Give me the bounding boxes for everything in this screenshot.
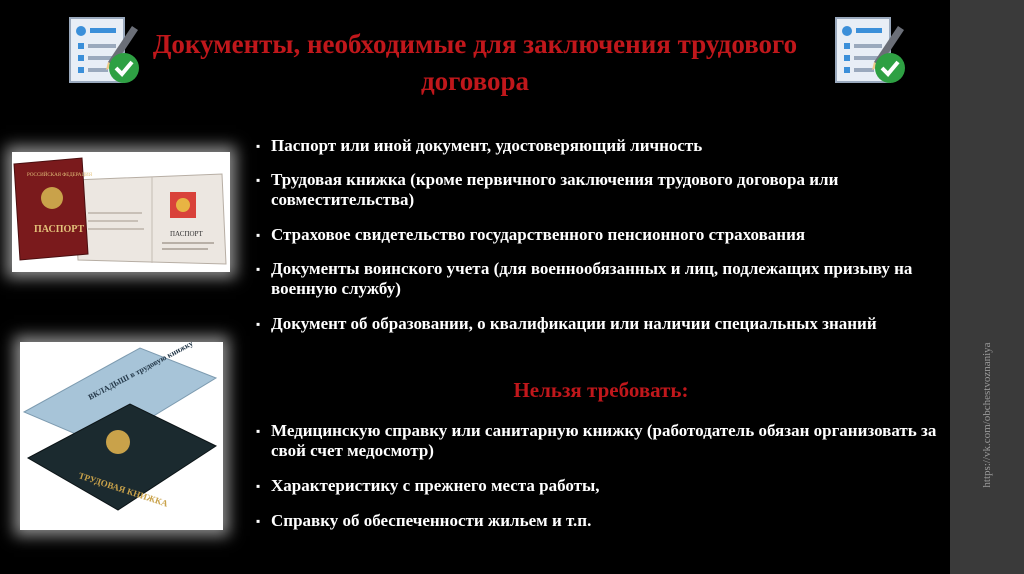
document-checklist-icon xyxy=(834,16,908,86)
forbidden-documents-list xyxy=(256,421,946,531)
list-item: ▪ Документы воинского учета (для военнообязанных и лиц, подлежащих призыву на военную службу) xyxy=(256,259,913,298)
coat-of-arms-icon xyxy=(106,430,130,454)
bullet-square-icon: ▪ xyxy=(256,139,261,153)
list-item: ▪ Документ об образовании, о квалификации или наличии специальных знаний xyxy=(256,314,877,333)
list-item: ▪ Медицинскую справку или санитарную книжку (работодатель обязан организовать за свой счет медосмотр) xyxy=(256,421,937,460)
sidebar xyxy=(950,0,1024,574)
source-link[interactable]: https://vk.com/obchestvoznaniya xyxy=(981,342,993,488)
list-item: ▪ Справку об обеспеченности жильем и т.п. xyxy=(256,511,592,530)
list-item: ▪ Страховое свидетельство государственного пенсионного страхования xyxy=(256,225,806,244)
svg-text:РОССИЙСКАЯ ФЕДЕРАЦИЯ: РОССИЙСКАЯ ФЕДЕРАЦИЯ xyxy=(27,173,93,178)
workbook-image xyxy=(20,342,223,530)
coat-of-arms-icon xyxy=(41,187,63,209)
list-item: ▪ Паспорт или иной документ, удостоверяющий личность xyxy=(256,136,703,155)
bullet-square-icon: ▪ xyxy=(256,173,261,187)
bullet-square-icon: ▪ xyxy=(256,514,261,528)
required-documents-list xyxy=(256,136,946,334)
svg-text:ПАСПОРТ: ПАСПОРТ xyxy=(170,230,203,238)
passport-image xyxy=(12,152,230,272)
list-item: ▪ Трудовая книжка (кроме первичного заключения трудового договора или совместительства) xyxy=(256,170,839,209)
check-badge-icon xyxy=(109,53,139,83)
forbidden-heading: Нельзя требовать: xyxy=(513,378,689,402)
page-title: Документы, необходимые для заключения трудового договора xyxy=(152,29,798,96)
check-badge-icon xyxy=(875,53,905,83)
bullet-square-icon: ▪ xyxy=(256,479,261,493)
bullet-square-icon: ▪ xyxy=(256,424,261,438)
bullet-square-icon: ▪ xyxy=(256,228,261,242)
document-checklist-icon xyxy=(68,16,142,86)
list-item: ▪ Характеристику с прежнего места работы, xyxy=(256,476,600,495)
bullet-square-icon: ▪ xyxy=(256,317,261,331)
svg-text:ПАСПОРТ: ПАСПОРТ xyxy=(34,224,85,235)
svg-text:ВКЛАДЫШ в трудовую книжку: ВКЛАДЫШ в трудовую книжку xyxy=(86,342,195,402)
svg-text:ТРУДОВАЯ КНИЖКА: ТРУДОВАЯ КНИЖКА xyxy=(77,470,170,509)
bullet-square-icon: ▪ xyxy=(256,262,261,276)
